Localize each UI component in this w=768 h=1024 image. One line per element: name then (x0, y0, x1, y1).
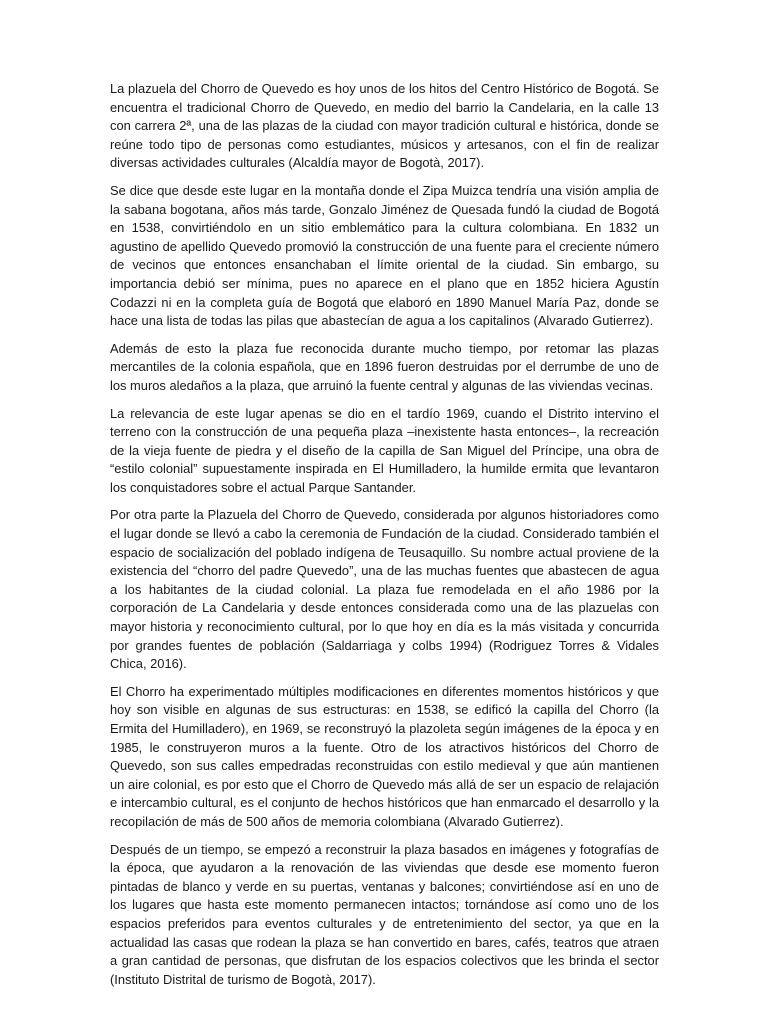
paragraph: La relevancia de este lugar apenas se dio en el tardío 1969, cuando el Distrito intervino el terreno con la construcción de una pequeña plaza –inexistente hasta entonces–, la recreación de la vieja fuente de piedra y el diseño de la capilla de San Miguel del Príncipe, una obra de “estilo colonial” supuestamente inspirada en El Humilladero, la humilde ermita que levantaron los conquistadores sobre el actual Parque Santander. (110, 405, 659, 495)
paragraph: Se dice que desde este lugar en la montaña donde el Zipa Muizca tendría una visión amplia de la sabana bogotana, años más tarde, Gonzalo Jiménez de Quesada fundó la ciudad de Bogotá en 1538, convirtiéndolo en un sitio emblemático para la cultura colombiana. En 1832 un agustino de apellido Quevedo promovió la construcción de una fuente para el creciente número de vecinos que entonces ensanchaban el límite oriental de la ciudad. Sin embargo, su importancia debió ser mínima, pues no aparece en el plano que en 1852 hiciera Agustín Codazzi ni en la completa guía de Bogotá que elaboró en 1890 Manuel María Paz, donde se hace una lista de todas las pilas que abastecían de agua a los capitalinos (Alvarado Gutierrez). (110, 182, 659, 329)
paragraph: Además de esto la plaza fue reconocida durante mucho tiempo, por retomar las plazas mercantiles de la colonia española, que en 1896 fueron destruidas por el derrumbe de uno de los muros aledaños a la plaza, que arruinó la fuente central y algunas de las viviendas vecinas. (110, 340, 659, 393)
paragraph: La plazuela del Chorro de Quevedo es hoy unos de los hitos del Centro Histórico de Bogotá. Se encuentra el tradicional Chorro de Quevedo, en medio del barrio la Candelaria, en la calle 13 con carrera 2ª, una de las plazas de la ciudad con mayor tradición cultural e histórica, donde se reúne todo tipo de personas como estudiantes, músicos y artesanos, con el fin de realizar diversas actividades culturales (Alcaldía mayor de Bogotà, 2017). (110, 81, 659, 171)
paragraph: Después de un tiempo, se empezó a reconstruir la plaza basados en imágenes y fotografías de la época, que ayudaron a la renovación de las viviendas que desde ese momento fueron pintadas de blanco y verde en su puertas, ventanas y balcones; convirtiéndose así en uno de los lugares que hasta este momento permanecen intactos; tornándose así como uno de los espacios preferidos para eventos culturales y de entretenimiento del sector, ya que en la actualidad las casas que rodean la plaza se han convertido en bares, cafés, teatros que atraen a gran cantidad de personas, que disfrutan de los espacios colectivos que les brinda el sector (Instituto Distrital de turismo de Bogotà, 2017). (110, 841, 659, 987)
paragraph: Por otra parte la Plazuela del Chorro de Quevedo, considerada por algunos historiadores como el lugar donde se llevó a cabo la ceremonia de Fundación de la ciudad. Considerado también el espacio de socialización del poblado indígena de Teusaquillo. Su nombre actual proviene de la existencia del “chorro del padre Quevedo”, una de las muchas fuentes que abastecen de agua a los habitantes de la ciudad colonial. La plaza fue remodelada en el año 1986 por la corporación de La Candelaria y desde entonces considerada como una de las plazuelas con mayor historia y reconocimiento cultural, por lo que hoy en día es la más visitada y concurrida por grandes fuentes de población (Saldarriaga y colbs 1994) (Rodriguez Torres & Vidales Chica, 2016). (110, 507, 659, 672)
document-page (110, 80, 659, 998)
paragraph: El Chorro ha experimentado múltiples modificaciones en diferentes momentos históricos y que hoy son visible en algunas de sus estructuras: en 1538, se edificó la capilla del Chorro (la Ermita del Humilladero), en 1969, se reconstruyó la plazoleta según imágenes de la época y en 1985, le construyeron muros a la fuente. Otro de los atractivos históricos del Chorro de Quevedo, son sus calles empedradas reconstruidas con estilo medieval y que aún mantienen un aire colonial, es por esto que el Chorro de Quevedo más allá de ser un espacio de relajación e intercambio cultural, es el conjunto de hechos históricos que han enmarcado el desarrollo y la recopilación de más de 500 años de memoria colombiana (Alvarado Gutierrez). (110, 683, 659, 829)
